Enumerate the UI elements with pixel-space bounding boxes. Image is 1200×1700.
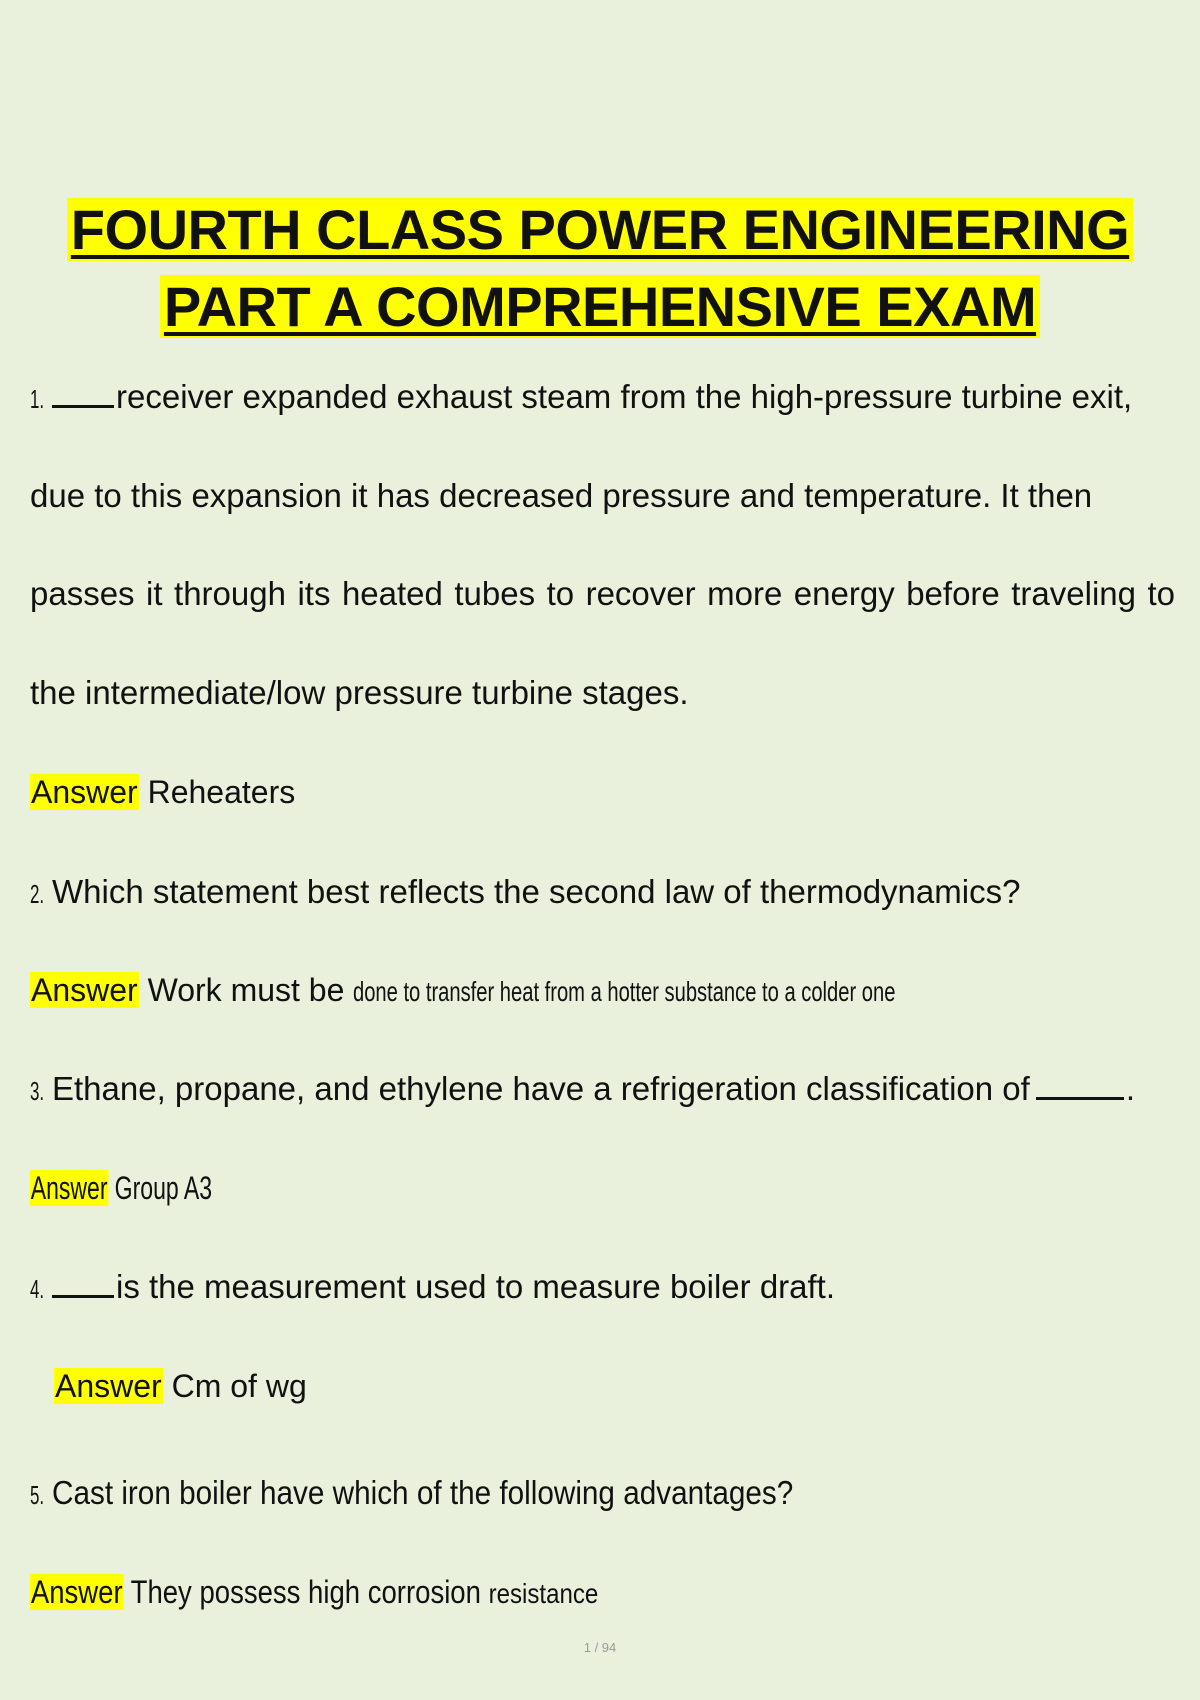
question-2 [30,872,1175,914]
question-2-text: Which statement best reflects the second law of thermodynamics? [52,873,1021,910]
question-1-line-2 [30,476,1175,516]
answer-4-text: Cm of wg [171,1368,307,1404]
answer-1-text: Reheaters [147,774,296,810]
answer-4 [54,1366,307,1406]
answer-label: Answer [30,1574,123,1610]
question-1-text-1: receiver expanded exhaust steam from the high-pressure turbine exit, [116,378,1133,415]
question-1-line-1 [30,377,1175,419]
answer-label: Answer [55,1368,162,1404]
answer-3-text: Group A3 [114,1170,213,1206]
question-number: 3. [30,1076,45,1106]
question-1-text-2: due to this expansion it has decreased pressure and temperature. It then [30,477,1093,514]
title-line-1-text: FOURTH CLASS POWER ENGINEERING [67,198,1133,261]
answer-5-text-a: They possess high corrosion [130,1574,481,1610]
blank-line [52,1269,114,1298]
title-line-1 [0,195,1200,265]
question-3 [30,1069,1175,1111]
answer-3 [30,1168,283,1208]
question-4 [30,1267,1175,1309]
answer-label: Answer [30,1170,108,1206]
blank-line [1036,1071,1124,1100]
answer-2-text-b: done to transfer heat from a hotter substance to a colder one [353,976,896,1007]
answer-1 [30,772,295,812]
question-5 [30,1473,1175,1515]
question-3-text: Ethane, propane, and ethylene have a refrigeration classification of [52,1070,1030,1107]
question-number: 4. [30,1274,45,1304]
question-4-text: is the measurement used to measure boiler draft. [116,1268,836,1305]
answer-5-text-b: resistance [488,1578,599,1609]
answer-5 [30,1572,691,1614]
title-line-2-text: PART A COMPREHENSIVE EXAM [160,275,1040,338]
question-3-suffix: . [1125,1070,1135,1107]
page-number: 1 / 94 [583,1640,617,1655]
title-line-2 [0,272,1200,342]
question-1-text-4: the intermediate/low pressure turbine stages. [30,674,689,711]
answer-2 [30,970,1107,1012]
answer-label: Answer [31,774,138,810]
question-number: 5. [30,1480,45,1510]
answer-label: Answer [31,972,138,1008]
question-1-line-3 [30,574,1175,614]
blank-line [52,379,114,408]
question-1-line-4 [30,673,1175,713]
question-number: 2. [30,879,45,909]
answer-2-text-a: Work must be [147,972,345,1008]
question-5-text: Cast iron boiler have which of the following advantages? [52,1474,794,1511]
question-number: 1. [30,384,45,414]
question-1-text-3: passes it through its heated tubes to recover more energy before traveling to [30,575,1175,612]
